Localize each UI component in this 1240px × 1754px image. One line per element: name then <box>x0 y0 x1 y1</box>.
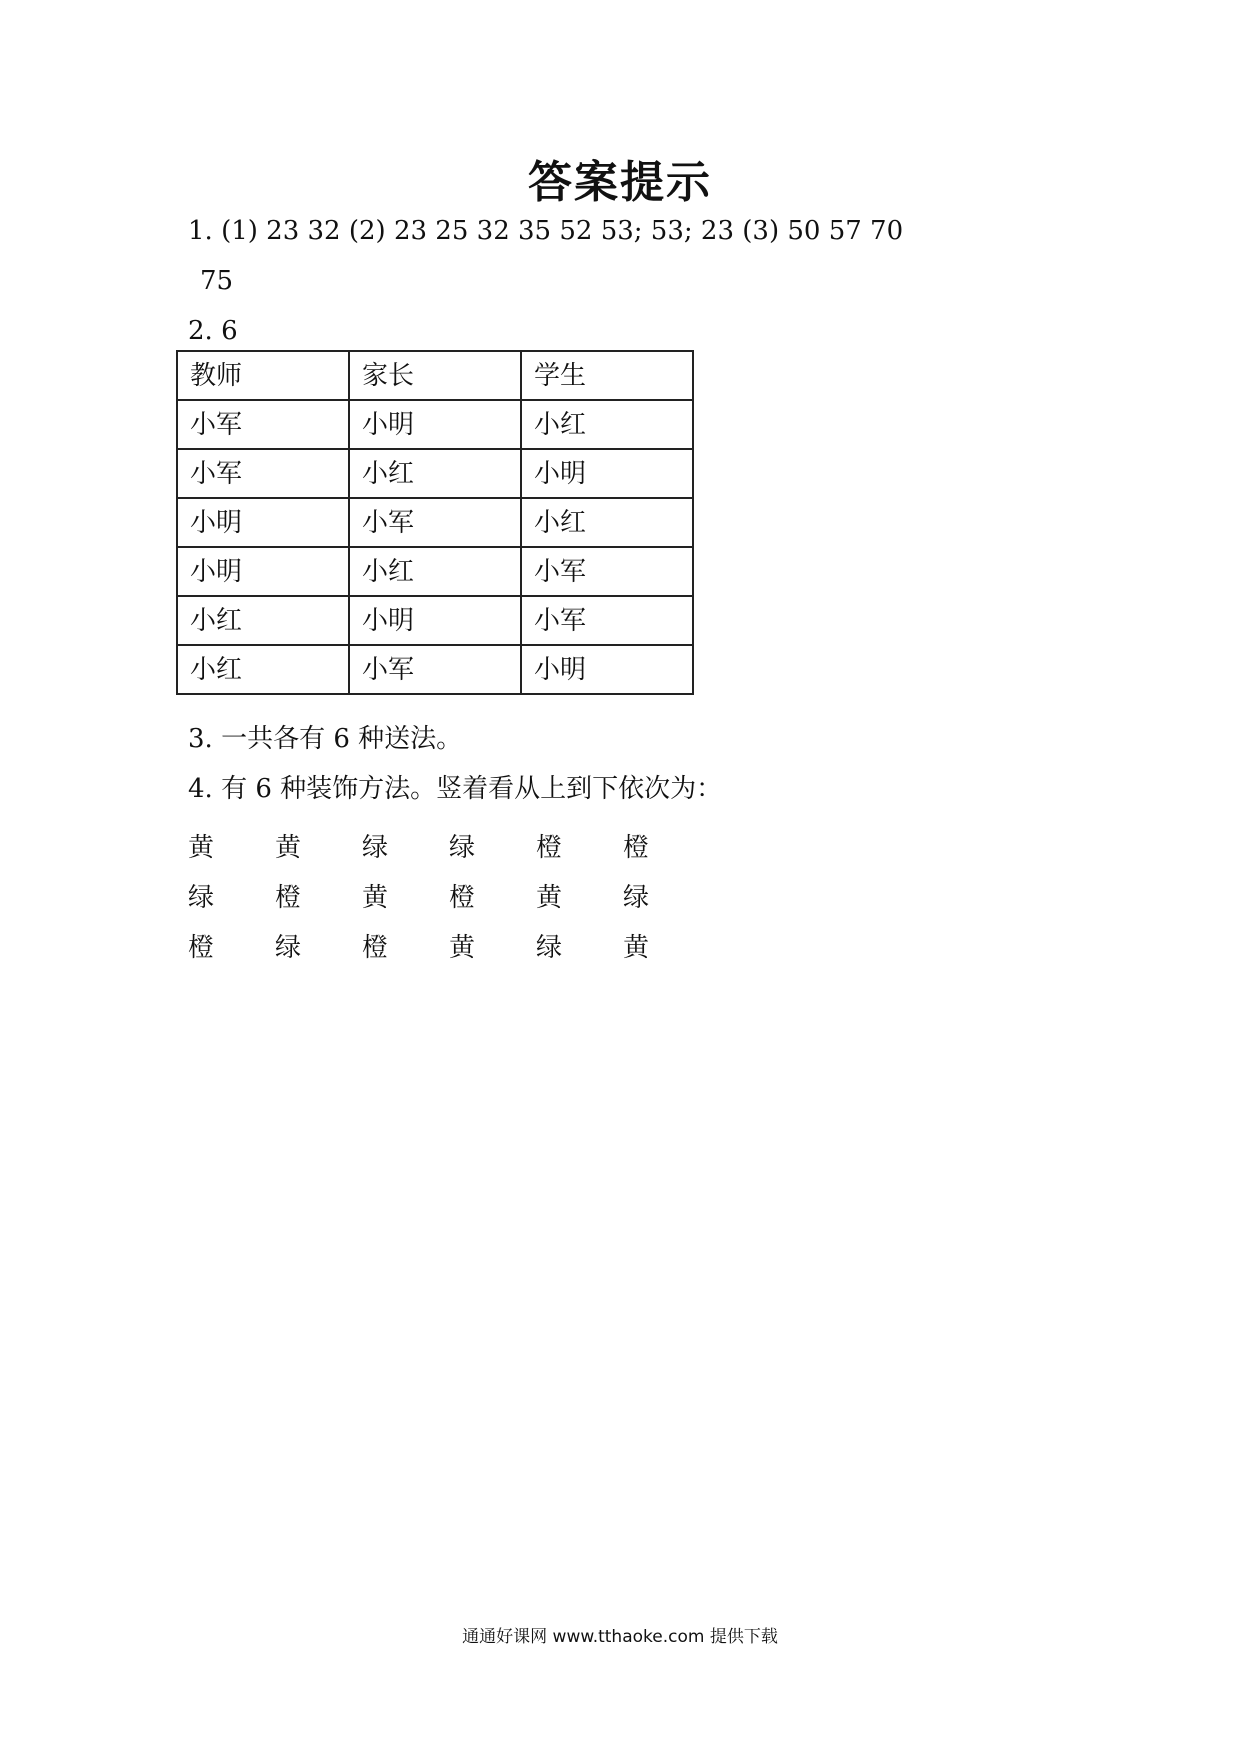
answer-2-label: 2. 6 <box>188 316 238 346</box>
table-cell: 小军 <box>521 547 693 596</box>
assignment-table <box>176 350 694 695</box>
color-grid-cell: 黄 <box>623 932 650 963</box>
color-grid-cell: 橙 <box>449 882 476 913</box>
color-grid-cell: 橙 <box>188 932 215 963</box>
table-cell: 小军 <box>177 449 349 498</box>
page-title: 答案提示 <box>528 157 712 208</box>
table-cell: 小红 <box>177 596 349 645</box>
color-grid-cell: 橙 <box>536 832 563 863</box>
color-grid-cell: 绿 <box>623 882 650 913</box>
color-grid-cell: 绿 <box>188 882 215 913</box>
table-cell: 小明 <box>177 547 349 596</box>
color-grid-cell: 绿 <box>362 832 389 863</box>
table-cell: 小明 <box>521 645 693 694</box>
table-header-cell: 教师 <box>177 351 349 400</box>
answer-1-line-2: 75 <box>200 266 234 296</box>
table-cell: 小红 <box>177 645 349 694</box>
table-cell: 小明 <box>177 498 349 547</box>
color-grid-cell: 橙 <box>623 832 650 863</box>
table-cell: 小红 <box>521 400 693 449</box>
table-cell: 小军 <box>521 596 693 645</box>
color-grid-cell: 橙 <box>362 932 389 963</box>
color-grid-cell: 绿 <box>449 832 476 863</box>
table-header-row <box>177 351 693 400</box>
answer-1-line-1: 1. (1) 23 32 (2) 23 25 32 35 52 53; 53; 23 (3) 50 57 70 <box>188 216 904 246</box>
color-grid-cell: 黄 <box>449 932 476 963</box>
table-cell: 小军 <box>349 645 521 694</box>
answer-4-text: 4. 有 6 种装饰方法。竖着看从上到下依次为： <box>188 774 723 804</box>
table-cell: 小明 <box>349 400 521 449</box>
table-row <box>177 449 693 498</box>
table-cell: 小军 <box>349 498 521 547</box>
color-grid-cell: 黄 <box>275 832 302 863</box>
color-grid-row <box>188 870 710 920</box>
table-row <box>177 547 693 596</box>
table-header-cell: 家长 <box>349 351 521 400</box>
table-cell: 小红 <box>349 547 521 596</box>
color-grid-cell: 黄 <box>536 882 563 913</box>
color-grid <box>188 820 710 970</box>
table-cell: 小红 <box>349 449 521 498</box>
table-row <box>177 645 693 694</box>
table-cell: 小红 <box>521 498 693 547</box>
color-grid-row <box>188 920 710 970</box>
color-grid-cell: 黄 <box>188 832 215 863</box>
footer-credit: 通通好课网 www.tthaoke.com 提供下载 <box>462 1627 778 1647</box>
table-row <box>177 498 693 547</box>
table-cell: 小明 <box>349 596 521 645</box>
color-grid-cell: 黄 <box>362 882 389 913</box>
color-grid-row <box>188 820 710 870</box>
answer-3-text: 3. 一共各有 6 种送法。 <box>188 724 463 754</box>
table-cell: 小明 <box>521 449 693 498</box>
table-cell: 小军 <box>177 400 349 449</box>
table-row <box>177 400 693 449</box>
color-grid-cell: 橙 <box>275 882 302 913</box>
table-header-cell: 学生 <box>521 351 693 400</box>
color-grid-cell: 绿 <box>536 932 563 963</box>
table-row <box>177 596 693 645</box>
color-grid-cell: 绿 <box>275 932 302 963</box>
